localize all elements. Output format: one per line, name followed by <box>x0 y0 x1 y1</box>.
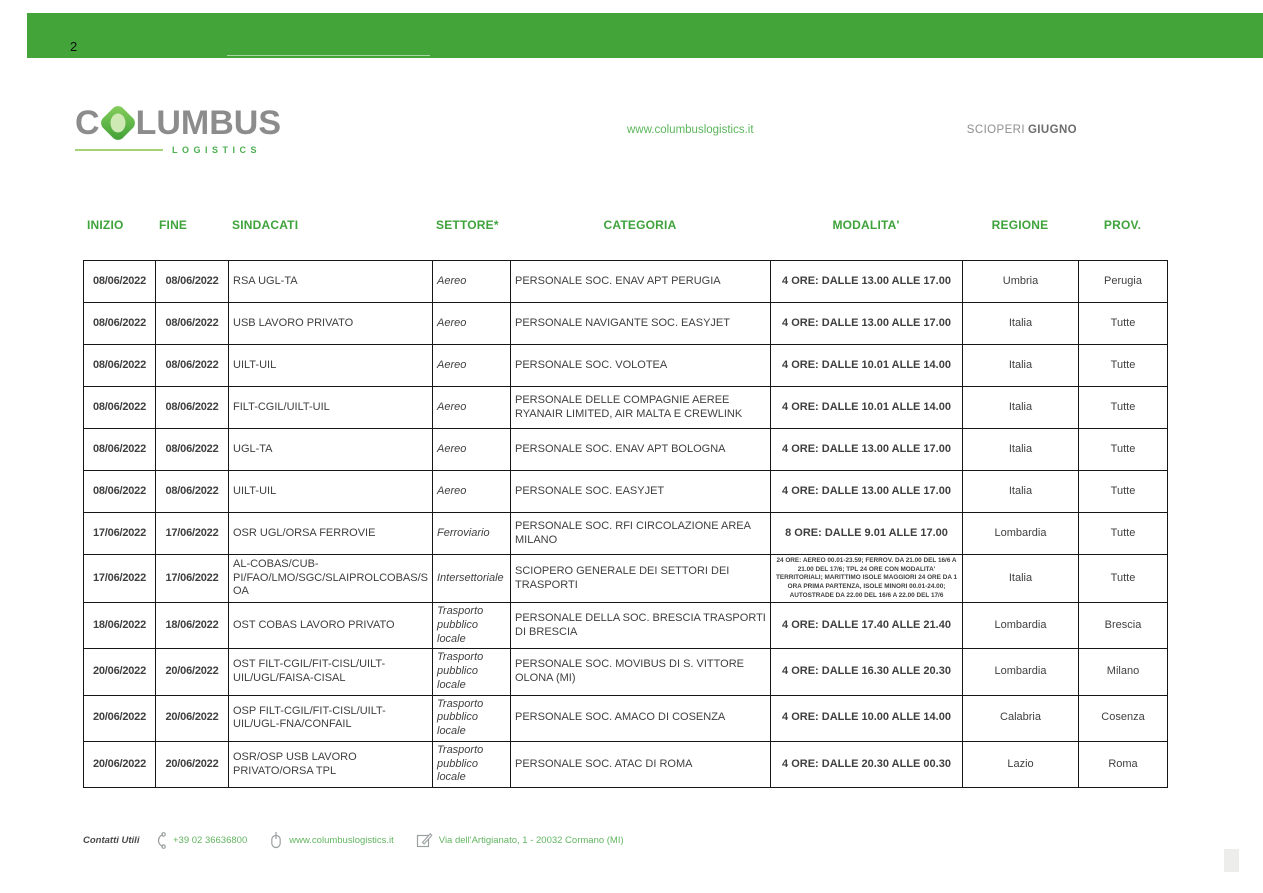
table-row <box>84 741 1168 787</box>
cell-categoria: SCIOPERO GENERALE DEI SETTORI DEI TRASPORTI <box>511 555 771 603</box>
cell-modalita: 8 ORE: DALLE 9.01 ALLE 17.00 <box>771 513 963 555</box>
cell-inizio: 17/06/2022 <box>84 513 156 555</box>
cell-fine: 18/06/2022 <box>156 603 229 649</box>
table-header-row <box>83 218 1167 232</box>
cell-categoria: PERSONALE SOC. VOLOTEA <box>511 345 771 387</box>
table-row <box>84 261 1168 303</box>
cell-inizio: 08/06/2022 <box>84 387 156 429</box>
title-label: SCIOPERI <box>966 124 1025 136</box>
header-underline <box>227 55 430 56</box>
cell-prov: Milano <box>1079 649 1168 695</box>
page-header-bar <box>27 13 1263 58</box>
logo-letter-c: C <box>75 104 100 142</box>
cell-regione: Lombardia <box>963 513 1079 555</box>
cell-modalita: 4 ORE: DALLE 17.40 ALLE 21.40 <box>771 603 963 649</box>
cell-settore: Trasporto pubblico locale <box>433 649 511 695</box>
cell-regione: Italia <box>963 387 1079 429</box>
cell-modalita: 4 ORE: DALLE 16.30 ALLE 20.30 <box>771 649 963 695</box>
cell-sindacati: USB LAVORO PRIVATO <box>229 303 433 345</box>
cell-settore: Intersettoriale <box>433 555 511 603</box>
logo-diamond-dot <box>110 114 125 133</box>
column-header-regione: REGIONE <box>991 218 1049 232</box>
cell-categoria: PERSONALE SOC. ENAV APT BOLOGNA <box>511 429 771 471</box>
mouse-icon <box>269 831 283 849</box>
table-row <box>84 345 1168 387</box>
cell-regione: Italia <box>963 555 1079 603</box>
cell-settore: Aereo <box>433 429 511 471</box>
cell-fine: 20/06/2022 <box>156 649 229 695</box>
cell-regione: Italia <box>963 429 1079 471</box>
logo-subtitle: LOGISTICS <box>171 145 261 155</box>
cell-inizio: 08/06/2022 <box>84 345 156 387</box>
cell-prov: Perugia <box>1079 261 1168 303</box>
cell-settore: Aereo <box>433 471 511 513</box>
cell-settore: Aereo <box>433 387 511 429</box>
footer-contacts <box>83 831 624 849</box>
cell-modalita: 4 ORE: DALLE 13.00 ALLE 17.00 <box>771 261 963 303</box>
cell-categoria: PERSONALE SOC. EASYJET <box>511 471 771 513</box>
table-row <box>84 471 1168 513</box>
cell-regione: Italia <box>963 345 1079 387</box>
cell-fine: 20/06/2022 <box>156 695 229 741</box>
footer-address-text: Via dell'Artigianato, 1 - 20032 Cormano (MI) <box>438 834 624 846</box>
cell-regione: Italia <box>963 471 1079 513</box>
cell-inizio: 08/06/2022 <box>84 303 156 345</box>
cell-settore: Trasporto pubblico locale <box>433 603 511 649</box>
cell-modalita: 4 ORE: DALLE 10.01 ALLE 14.00 <box>771 387 963 429</box>
cell-sindacati: OST COBAS LAVORO PRIVATO <box>229 603 433 649</box>
table-row <box>84 603 1168 649</box>
cell-categoria: PERSONALE SOC. MOVIBUS DI S. VITTORE OLONA (MI) <box>511 649 771 695</box>
cell-inizio: 18/06/2022 <box>84 603 156 649</box>
scrollbar-thumb[interactable] <box>1224 849 1239 872</box>
cell-regione: Umbria <box>963 261 1079 303</box>
table-row <box>84 429 1168 471</box>
column-header-modalita: MODALITA' <box>832 218 900 232</box>
cell-settore: Trasporto pubblico locale <box>433 695 511 741</box>
footer-phone-link[interactable] <box>153 832 247 849</box>
column-header-sindacati: SINDACATI <box>232 218 299 232</box>
cell-modalita: 4 ORE: DALLE 10.01 ALLE 14.00 <box>771 345 963 387</box>
cell-inizio: 17/06/2022 <box>84 555 156 603</box>
table-row <box>84 387 1168 429</box>
cell-prov: Tutte <box>1079 387 1168 429</box>
logo-subline <box>75 145 261 155</box>
footer-address-link[interactable] <box>416 832 624 848</box>
column-header-inizio: INIZIO <box>87 218 124 232</box>
cell-sindacati: OSR UGL/ORSA FERROVIE <box>229 513 433 555</box>
cell-inizio: 20/06/2022 <box>84 649 156 695</box>
page-title <box>967 124 1077 136</box>
cell-sindacati: UILT-UIL <box>229 471 433 513</box>
cell-fine: 08/06/2022 <box>156 345 229 387</box>
cell-fine: 20/06/2022 <box>156 741 229 787</box>
table-row <box>84 649 1168 695</box>
cell-settore: Aereo <box>433 345 511 387</box>
cell-fine: 08/06/2022 <box>156 471 229 513</box>
cell-prov: Tutte <box>1079 303 1168 345</box>
cell-categoria: PERSONALE SOC. RFI CIRCOLAZIONE AREA MILANO <box>511 513 771 555</box>
cell-sindacati: OSP FILT-CGIL/FIT-CISL/UILT-UIL/UGL-FNA/CONFAIL <box>229 695 433 741</box>
cell-sindacati: OST FILT-CGIL/FIT-CISL/UILT-UIL/UGL/FAISA-CISAL <box>229 649 433 695</box>
cell-modalita: 4 ORE: DALLE 13.00 ALLE 17.00 <box>771 471 963 513</box>
footer-phone-text: +39 02 36636800 <box>173 834 248 846</box>
cell-settore: Trasporto pubblico locale <box>433 741 511 787</box>
cell-modalita: 4 ORE: DALLE 13.00 ALLE 17.00 <box>771 429 963 471</box>
cell-modalita: 4 ORE: DALLE 20.30 ALLE 00.30 <box>771 741 963 787</box>
cell-inizio: 08/06/2022 <box>84 261 156 303</box>
cell-inizio: 08/06/2022 <box>84 429 156 471</box>
cell-categoria: PERSONALE SOC. ENAV APT PERUGIA <box>511 261 771 303</box>
cell-inizio: 20/06/2022 <box>84 741 156 787</box>
cell-prov: Cosenza <box>1079 695 1168 741</box>
cell-sindacati: RSA UGL-TA <box>229 261 433 303</box>
column-header-prov: PROV. <box>1103 218 1142 232</box>
cell-settore: Aereo <box>433 261 511 303</box>
cell-prov: Tutte <box>1079 555 1168 603</box>
cell-fine: 08/06/2022 <box>156 387 229 429</box>
cell-regione: Lombardia <box>963 603 1079 649</box>
cell-regione: Lombardia <box>963 649 1079 695</box>
cell-regione: Italia <box>963 303 1079 345</box>
columbus-logo <box>75 104 281 155</box>
cell-prov: Tutte <box>1079 345 1168 387</box>
table-row <box>84 303 1168 345</box>
logo-diamond-icon <box>98 103 138 143</box>
cell-fine: 17/06/2022 <box>156 513 229 555</box>
cell-fine: 17/06/2022 <box>156 555 229 603</box>
table-row <box>84 555 1168 603</box>
cell-modalita: 24 ORE: AEREO 00.01-23.59; FERROV. DA 21.00 DEL 16/6 A 21.00 DEL 17/6; TPL 24 ORE CON MODALITA' TERRITORIALI; MARITTIMO ISOLE MAGGIORI 24 ORE DA 1 ORA PRIMA PARTENZA, ISOLE MINORI 00.01-24.00; AUTOSTRADE DA 22.00 DEL 16/6 A 22.00 DEL 17/6 <box>771 555 963 603</box>
cell-inizio: 08/06/2022 <box>84 471 156 513</box>
cell-regione: Lazio <box>963 741 1079 787</box>
edit-icon <box>416 832 433 848</box>
footer-website-text: www.columbuslogistics.it <box>289 834 394 846</box>
footer-label: Contatti Utili <box>83 834 140 846</box>
column-header-categoria: CATEGORIA <box>603 218 677 232</box>
cell-sindacati: AL-COBAS/CUB-PI/FAO/LMO/SGC/SLAIPROLCOBAS/SOA <box>229 555 433 603</box>
cell-prov: Roma <box>1079 741 1168 787</box>
cell-sindacati: UILT-UIL <box>229 345 433 387</box>
cell-modalita: 4 ORE: DALLE 10.00 ALLE 14.00 <box>771 695 963 741</box>
cell-categoria: PERSONALE SOC. ATAC DI ROMA <box>511 741 771 787</box>
column-header-fine: FINE <box>159 218 188 232</box>
cell-fine: 08/06/2022 <box>156 261 229 303</box>
cell-categoria: PERSONALE SOC. AMACO DI COSENZA <box>511 695 771 741</box>
cell-prov: Tutte <box>1079 429 1168 471</box>
cell-inizio: 20/06/2022 <box>84 695 156 741</box>
cell-prov: Brescia <box>1079 603 1168 649</box>
phone-icon <box>153 832 167 849</box>
website-link[interactable]: www.columbuslogistics.it <box>627 124 754 136</box>
strikes-table <box>83 260 1168 788</box>
cell-sindacati: OSR/OSP USB LAVORO PRIVATO/ORSA TPL <box>229 741 433 787</box>
cell-fine: 08/06/2022 <box>156 429 229 471</box>
cell-sindacati: FILT-CGIL/UILT-UIL <box>229 387 433 429</box>
page-number: 2 <box>70 39 78 54</box>
cell-settore: Aereo <box>433 303 511 345</box>
logo-wordmark <box>75 104 281 142</box>
title-month: GIUGNO <box>1027 124 1077 136</box>
strikes-table-body <box>84 261 1168 788</box>
cell-regione: Calabria <box>963 695 1079 741</box>
column-header-settore: SETTORE* <box>436 218 499 232</box>
table-row <box>84 513 1168 555</box>
logo-divider-line <box>75 149 163 151</box>
cell-modalita: 4 ORE: DALLE 13.00 ALLE 17.00 <box>771 303 963 345</box>
cell-categoria: PERSONALE NAVIGANTE SOC. EASYJET <box>511 303 771 345</box>
cell-settore: Ferroviario <box>433 513 511 555</box>
logo-letters-rest: LUMBUS <box>135 104 281 142</box>
cell-prov: Tutte <box>1079 513 1168 555</box>
cell-categoria: PERSONALE DELLA SOC. BRESCIA TRASPORTI DI BRESCIA <box>511 603 771 649</box>
cell-sindacati: UGL-TA <box>229 429 433 471</box>
table-row <box>84 695 1168 741</box>
cell-fine: 08/06/2022 <box>156 303 229 345</box>
cell-prov: Tutte <box>1079 471 1168 513</box>
footer-website-link[interactable] <box>269 831 394 849</box>
cell-categoria: PERSONALE DELLE COMPAGNIE AEREE RYANAIR LIMITED, AIR MALTA E CREWLINK <box>511 387 771 429</box>
